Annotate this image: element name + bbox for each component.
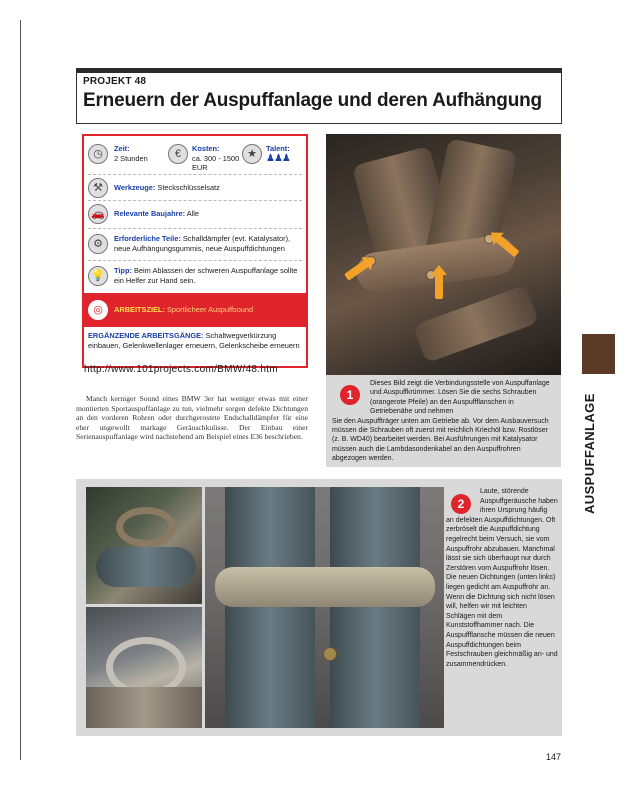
- lightbulb-icon: 💡: [88, 266, 108, 286]
- photo-new-gasket: [86, 607, 202, 728]
- baujahre-label: Relevante Baujahre:: [114, 209, 186, 218]
- arrow-icon: [435, 273, 443, 299]
- teile-label: Erforderliche Teile:: [114, 234, 181, 243]
- caption-1-text-b: Sie den Auspuffträger unten am Getriebe ab. Vor dem Ausbauversuch müssen die Schrauben oft zuerst mit reichlich Kriechöl bzw. Rostlöser (z. B. WD40) bearbeitet werden. Bei Ausführungen mit Katalysator müssen auch die Lambdasondenkabel an den Auspuffrohren abgezogen werden.: [332, 417, 549, 463]
- caption-2: [446, 487, 558, 669]
- pipe-end: [86, 687, 202, 728]
- chapter-label: AUSPUFFANLAGE: [582, 393, 597, 514]
- gasket-ring: [116, 507, 176, 547]
- photo-old-gasket: [86, 487, 202, 604]
- zeit-label: Zeit:: [114, 144, 130, 153]
- step-number: 1: [340, 385, 360, 405]
- divider: [88, 260, 302, 261]
- ziel-label: ARBEITSZIEL:: [114, 305, 165, 314]
- baujahre-value: Alle: [186, 209, 200, 218]
- exhaust-pipe-right: [330, 487, 420, 728]
- ergaenzend-value: Schaltwegverkürzung einbauen, Gelenkwellenlager erneuern, Gelenkscheibe erneuern: [88, 331, 300, 350]
- caption-2-text-b: an defekten Auspuffdichtungen. Oft zerbröselt die Auspuffdichtung regelrecht beim Versuch, sie vom Auspuffrohr abzubauen. Manchmal lässt sie sich überhaupt nur durch Zerstören vom Auspuffrohr lösen. Die neuen Dichtungen (unten links) liegen gedicht am Auspuffrohr an. Wenn die Dichtung sich nicht lösen will, helfen wir mit leichten Schlägen mit dem Kunststoffhammer nach. Die Auspuffflansche müssen die neuen Auspuffdichtungen beim Festschrauben gleichmäßig an- und zusammendrücken.: [446, 516, 558, 668]
- crop-mark-line: [20, 20, 21, 760]
- talent-label: Talent:: [266, 144, 290, 153]
- title-box: [76, 68, 562, 124]
- project-url[interactable]: http://www.101projects.com/BMW/48.htm: [84, 364, 278, 375]
- intro-paragraph: Manch kerniger Sound eines BMW 3er hat weniger etwas mit einer montierten Sportauspuffanlage zu tun, vielmehr sorgen defekte Dichtungen an den vorderen Rohren oder durchgerostete Endschalldämpfer für eine eher ungewollt markage Geräuschkulisse. Der Einbau einer Serienauspuffanlage wird nachstehend am Beispiel eines E36 beschrieben.: [76, 394, 308, 442]
- zeit-value: 2 Stunden: [114, 153, 148, 163]
- target-icon: ◎: [88, 300, 108, 320]
- additional-tasks: [88, 331, 302, 350]
- page-title: Erneuern der Auspuffanlage und deren Aufhängung: [83, 90, 542, 111]
- bolt: [323, 647, 337, 661]
- caption-1: [326, 375, 561, 467]
- kosten-label: Kosten:: [192, 144, 220, 153]
- divider: [88, 228, 302, 229]
- photo-flange-connection: [205, 487, 444, 728]
- photo-exhaust-flange: [326, 134, 561, 375]
- exhaust-pipe: [413, 285, 539, 364]
- divider: [88, 200, 302, 201]
- money-icon: €: [168, 144, 188, 164]
- tipp-label: Tipp:: [114, 266, 132, 275]
- caption-2-text-a: Laute, störende Auspuffgeräusche haben ihren Ursprung häufig: [480, 488, 558, 515]
- ziel-value: Sportlicheer Auspuffsound: [166, 305, 254, 314]
- step-number: 2: [451, 494, 471, 514]
- clock-icon: ◷: [88, 144, 108, 164]
- car-icon: 🚗: [88, 204, 108, 224]
- ergaenzend-label: ERGÄNZENDE ARBEITSGÄNGE:: [88, 331, 204, 340]
- talent-icon: ★: [242, 144, 262, 164]
- werkzeuge-label: Werkzeuge:: [114, 183, 156, 192]
- pipe-end: [96, 547, 196, 587]
- project-info-box: [82, 134, 308, 368]
- tipp-value: Beim Ablassen der schweren Auspuffanlage sollte ein Helfer zur Hand sein.: [114, 266, 298, 285]
- parts-icon: ⚙: [88, 234, 108, 254]
- chapter-tab: [582, 334, 615, 374]
- page-number: 147: [546, 752, 562, 762]
- goal-bar: [84, 293, 306, 327]
- talent-rating-icon: ♟♟♟: [266, 152, 290, 164]
- flange-plate: [215, 567, 435, 607]
- werkzeuge-value: Steckschlüsselsatz: [157, 183, 220, 192]
- kosten-value: ca. 300 - 1500 EUR: [192, 153, 240, 172]
- caption-1-text-a: Dieses Bild zeigt die Verbindungsstelle von Auspuffanlage und Auspuffkrümmer. Lösen Sie die sechs Schrauben (orangerote Pfeile) an den Auspuffflanschen in Getriebenähe und nehmen: [370, 380, 550, 416]
- teile-value: Schalldämpfer (evt. Katalysator), neue Aufhängungsgummis, neue Auspuffdichtungen: [114, 234, 291, 253]
- project-number: PROJEKT 48: [83, 76, 147, 87]
- divider: [88, 174, 302, 175]
- exhaust-pipe-left: [225, 487, 315, 728]
- wrench-icon: ⚒: [88, 178, 108, 198]
